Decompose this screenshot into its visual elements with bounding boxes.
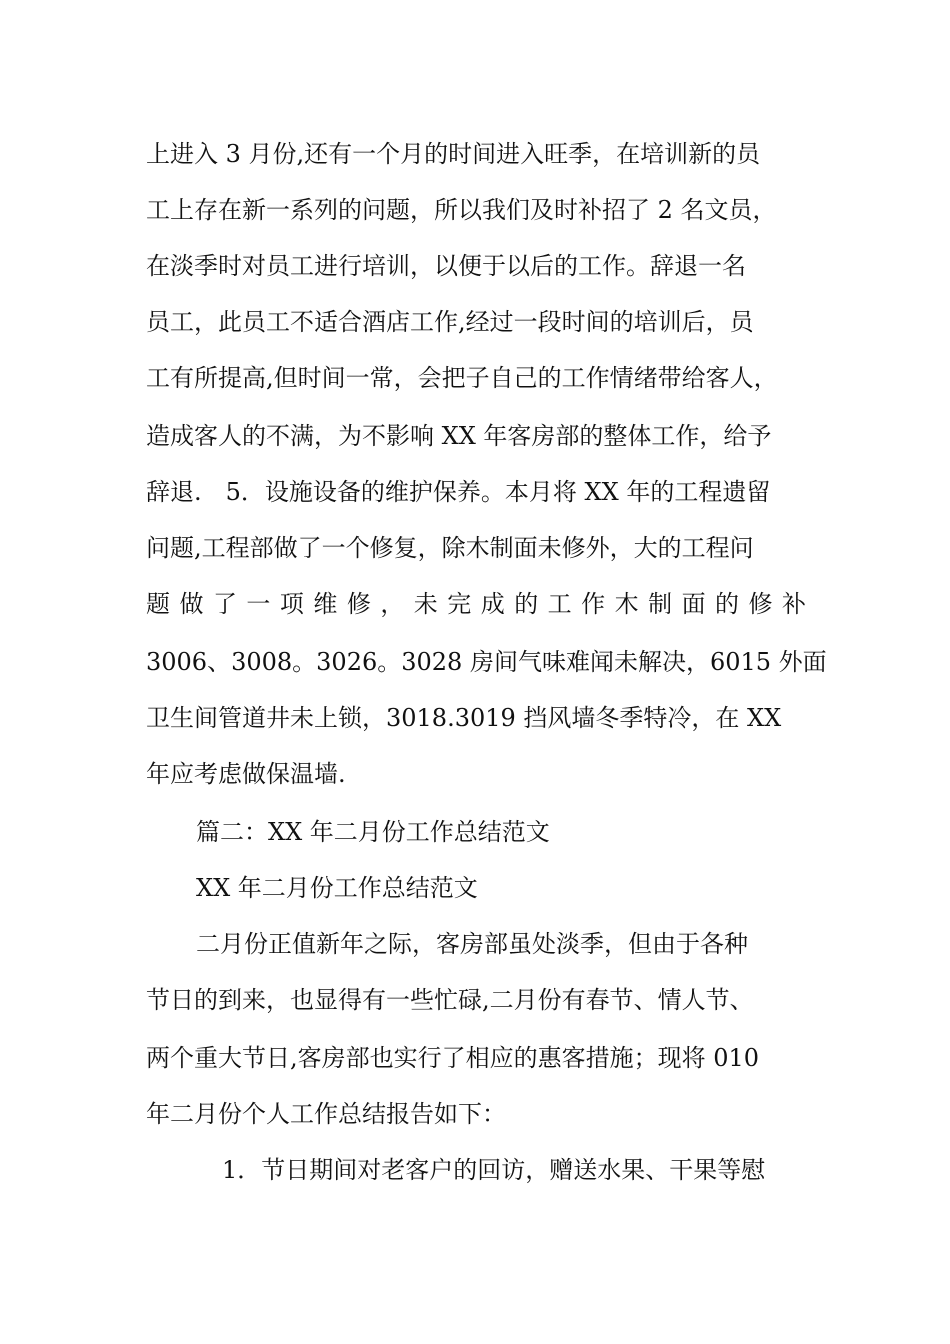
paragraph-line: 造成客人的不满，为不影响 XX 年客房部的整体工作，给予: [146, 422, 772, 450]
paragraph-line: 辞退. 5．设施设备的维护保养。本月将 XX 年的工程遗留: [146, 478, 771, 506]
paragraph-line: 工有所提高,但时间一常，会把子自己的工作情绪带给客人，: [146, 364, 778, 392]
paragraph-line: 工上存在新一系列的问题，所以我们及时补招了 2 名文员，: [146, 196, 777, 224]
list-item: 1．节日期间对老客户的回访，赠送水果、干果等慰: [222, 1156, 766, 1184]
paragraph-line: 卫生间管道井未上锁，3018.3019 挡风墙冬季特冷，在 XX: [146, 704, 782, 732]
paragraph-line: 在淡季时对员工进行培训，以便于以后的工作。辞退一名: [146, 252, 746, 280]
paragraph-line: 节日的到来，也显得有一些忙碌,二月份有春节、情人节、: [146, 986, 754, 1014]
paragraph-line: 两个重大节日,客房部也实行了相应的惠客措施；现将 010: [146, 1044, 760, 1072]
section-heading: 篇二：XX 年二月份工作总结范文: [196, 818, 550, 846]
paragraph-line: 问题,工程部做了一个修复，除木制面未修外，大的工程问: [146, 534, 754, 562]
paragraph-line: 年二月份个人工作总结报告如下：: [146, 1100, 506, 1128]
paragraph-line: 员工，此员工不适合酒店工作,经过一段时间的培训后，员: [146, 308, 754, 336]
paragraph-line: 年应考虑做保温墙.: [146, 760, 346, 788]
paragraph-line: 上进入 3 月份,还有一个月的时间进入旺季，在培训新的员: [146, 140, 761, 168]
article-title: XX 年二月份工作总结范文: [196, 874, 478, 902]
paragraph-line: 二月份正值新年之际，客房部虽处淡季，但由于各种: [196, 930, 748, 958]
paragraph-line: 3006、3008。3026。3028 房间气味难闻未解决，6015 外面: [146, 648, 827, 676]
paragraph-line: 题做了一项维修，未完成的工作木制面的修补: [146, 590, 806, 618]
